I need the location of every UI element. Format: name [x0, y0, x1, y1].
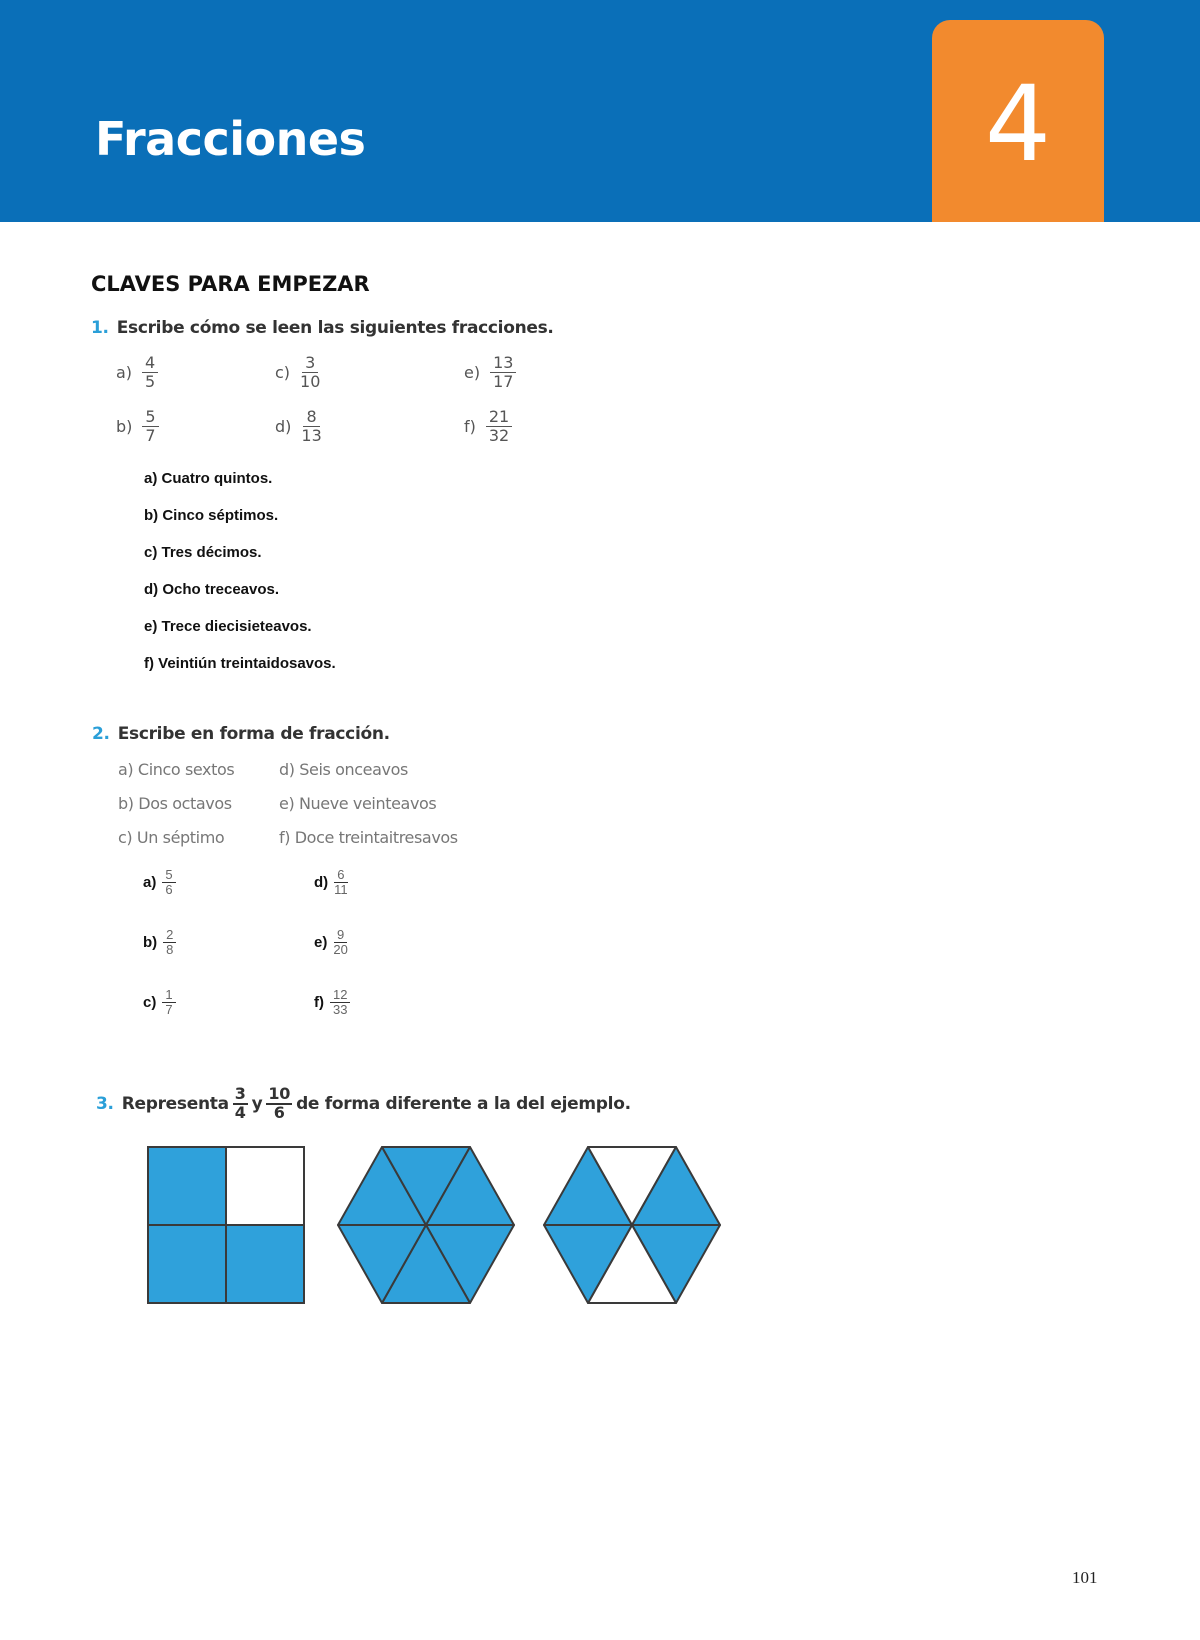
square-part	[148, 1225, 226, 1303]
q1-answer-d: d) Ocho treceavos.	[144, 581, 280, 598]
q1-answer-c: c) Tres décimos.	[144, 544, 262, 561]
denominator: 33	[333, 1002, 348, 1018]
answer-label: f)	[314, 994, 324, 1012]
q2-item-a: a) Cinco sextos	[118, 760, 235, 779]
q1-item-e	[464, 354, 516, 390]
question-3-text-end: de forma diferente a la del ejemplo.	[296, 1093, 631, 1114]
item-label: d)	[275, 416, 292, 436]
q1-item-d	[275, 408, 322, 444]
q1-item-f	[464, 408, 512, 444]
section-title: CLAVES PARA EMPEZAR	[91, 272, 370, 296]
square-part	[226, 1147, 304, 1225]
item-label: c)	[275, 362, 291, 382]
page-number: 101	[1072, 1568, 1098, 1587]
fraction	[490, 354, 516, 390]
denominator: 13	[301, 425, 322, 445]
question-3-connector: y	[251, 1093, 263, 1114]
denominator: 10	[300, 371, 321, 391]
inline-fraction-1	[233, 1086, 248, 1122]
denominator: 7	[165, 1002, 173, 1018]
page-title: Fracciones	[95, 112, 366, 166]
chapter-number: 4	[984, 63, 1052, 185]
answer-label: d)	[314, 874, 329, 892]
fraction	[162, 868, 175, 898]
q2-item-f: f) Doce treintaitresavos	[279, 828, 458, 847]
fraction	[162, 988, 175, 1018]
denominator: 8	[166, 942, 174, 958]
numerator: 9	[334, 928, 347, 943]
q2-answer-c	[143, 988, 176, 1018]
fraction	[301, 408, 321, 444]
question-1-prompt	[91, 318, 554, 338]
question-1-text: Escribe cómo se leen las siguientes fracciones.	[116, 318, 554, 338]
q1-answer-e: e) Trece diecisieteavos.	[144, 618, 312, 635]
question-2-prompt	[92, 724, 390, 744]
denominator: 5	[145, 371, 156, 391]
square-part	[148, 1147, 226, 1225]
denominator: 4	[234, 1102, 246, 1122]
numerator: 8	[303, 408, 319, 427]
numerator: 13	[490, 354, 516, 373]
square-part	[226, 1225, 304, 1303]
q1-answer-b: b) Cinco séptimos.	[144, 507, 279, 524]
question-2-number: 2.	[92, 724, 110, 744]
numerator: 1	[162, 988, 175, 1003]
chapter-number-badge	[932, 20, 1104, 222]
numerator: 6	[334, 868, 347, 883]
numerator: 2	[163, 928, 176, 943]
fraction	[334, 868, 348, 898]
question-3-prompt	[96, 1086, 631, 1122]
q1-answer-a: a) Cuatro quintos.	[144, 470, 273, 487]
item-label: e)	[464, 362, 481, 382]
denominator: 20	[333, 942, 348, 958]
answer-label: e)	[314, 934, 328, 952]
q1-answer-f: f) Veintiún treintaidosavos.	[144, 655, 336, 672]
denominator: 17	[493, 371, 514, 391]
denominator: 6	[273, 1102, 285, 1122]
square-fraction-figure	[146, 1145, 306, 1305]
q2-answer-f	[314, 988, 350, 1018]
denominator: 32	[488, 425, 510, 445]
hexagon-fraction-figure-full	[334, 1145, 518, 1305]
fraction	[163, 928, 176, 958]
fraction	[142, 408, 158, 444]
numerator: 5	[142, 408, 158, 427]
q2-item-d: d) Seis onceavos	[279, 760, 408, 779]
numerator: 5	[162, 868, 175, 883]
question-3-number: 3.	[96, 1093, 114, 1114]
numerator: 21	[486, 408, 512, 427]
q2-item-e: e) Nueve veinteavos	[279, 794, 437, 813]
q2-answer-b	[143, 928, 176, 958]
fraction	[142, 354, 158, 390]
q1-item-c	[275, 354, 320, 390]
answer-label: a)	[143, 874, 157, 892]
q2-answer-d	[314, 868, 348, 898]
numerator: 3	[302, 354, 318, 373]
item-label: b)	[116, 416, 133, 436]
question-2-text: Escribe en forma de fracción.	[117, 724, 390, 744]
item-label: f)	[464, 416, 476, 436]
numerator: 12	[330, 988, 350, 1003]
numerator: 10	[268, 1084, 291, 1103]
q1-item-a	[116, 354, 158, 390]
hexagon-fraction-figure-partial	[540, 1145, 724, 1305]
fraction	[333, 928, 347, 958]
item-label: a)	[116, 362, 133, 382]
q1-item-b	[116, 408, 159, 444]
question-1-number: 1.	[91, 318, 109, 338]
q2-answer-e	[314, 928, 348, 958]
q2-item-c: c) Un séptimo	[118, 828, 225, 847]
denominator: 11	[334, 882, 348, 898]
q2-item-b: b) Dos octavos	[118, 794, 232, 813]
denominator: 6	[165, 882, 173, 898]
fraction	[486, 408, 512, 444]
numerator: 3	[234, 1084, 246, 1103]
fraction	[300, 354, 320, 390]
answer-label: b)	[143, 934, 158, 952]
answer-label: c)	[143, 994, 157, 1012]
inline-fraction-2	[266, 1086, 292, 1122]
denominator: 7	[145, 425, 156, 445]
question-3-text-start: Representa	[121, 1093, 229, 1114]
fraction	[330, 988, 350, 1018]
numerator: 4	[142, 354, 158, 373]
q2-answer-a	[143, 868, 176, 898]
